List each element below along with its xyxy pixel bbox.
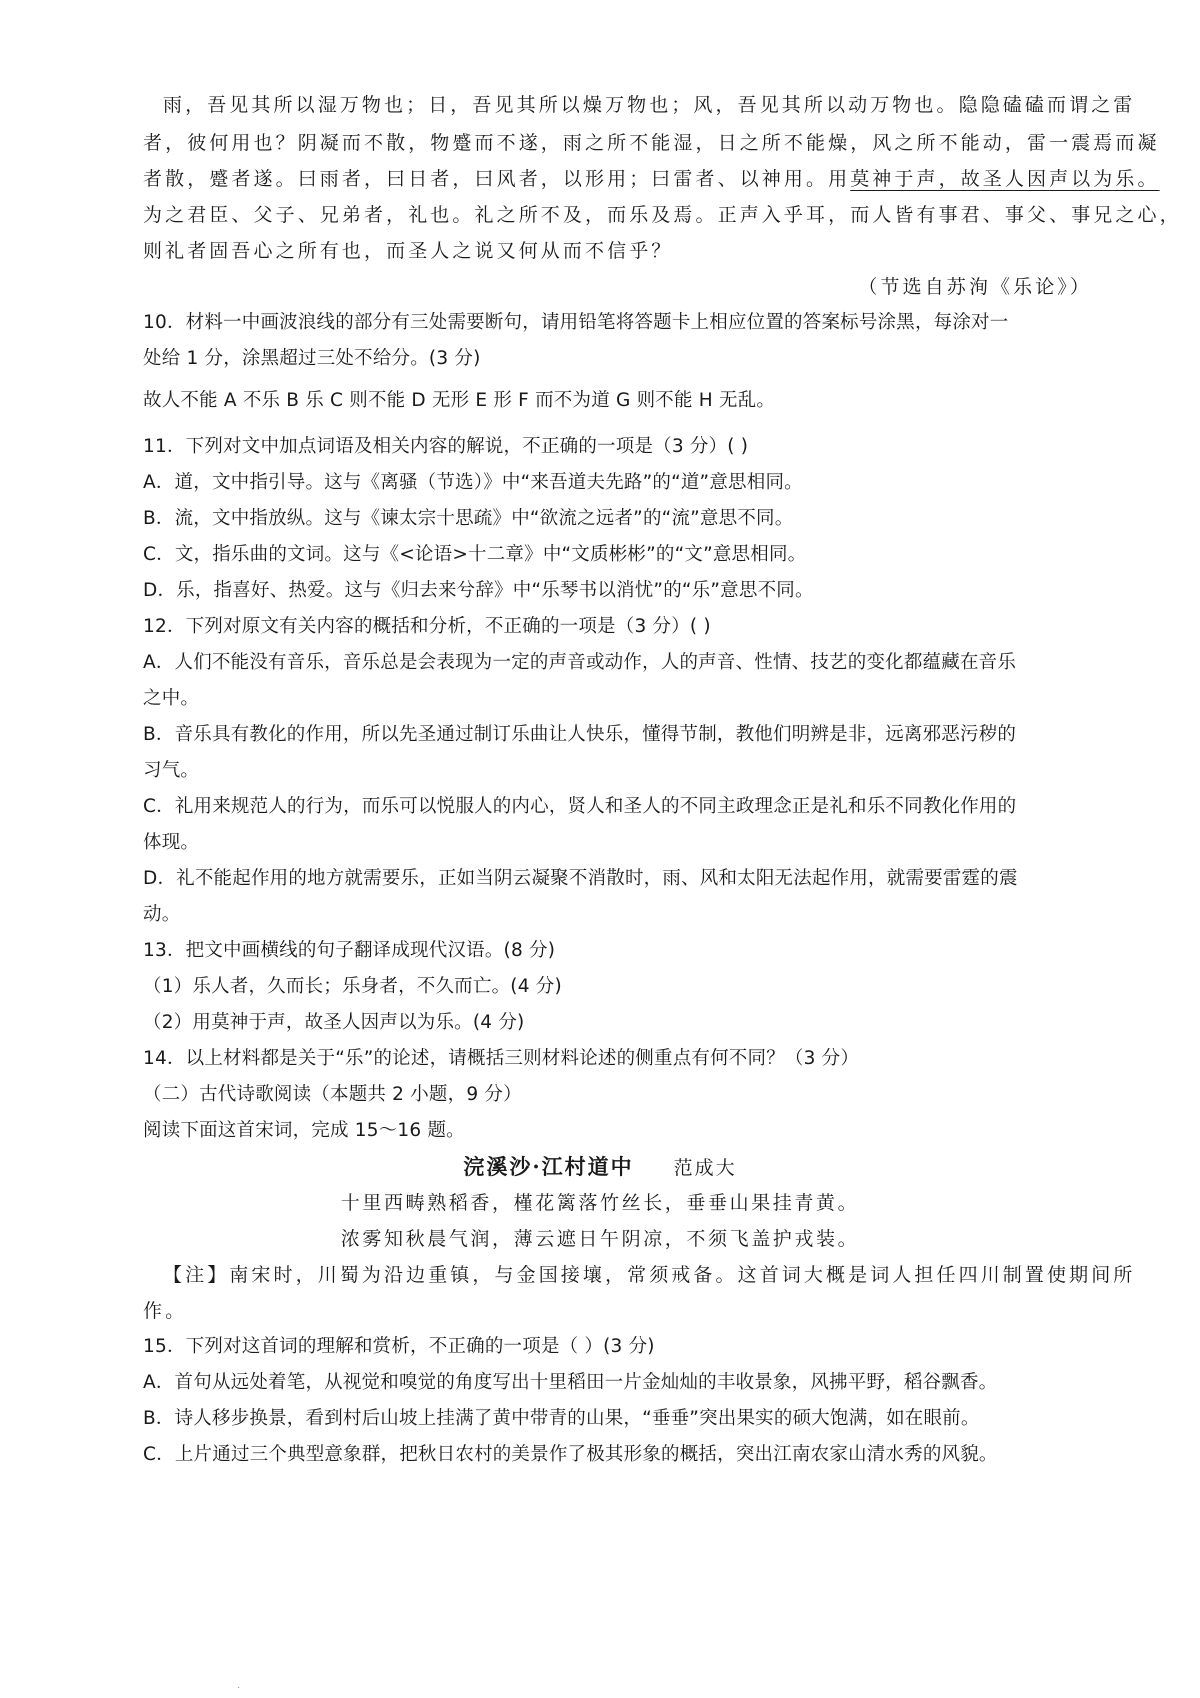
question-11-option-d: D．乐，指喜好、热爱。这与《归去来兮辞》中“乐琴书以消忧”的“乐”意思不同。 xyxy=(143,580,814,601)
question-15-option-a: A．首句从远处着笔，从视觉和嗅觉的角度写出十里稻田一片金灿灿的丰收景象，风拂平野，稻谷飘香。 xyxy=(143,1372,998,1393)
question-12-option-b: B．音乐具有教化的作用，所以先圣通过制订乐曲让人快乐，懂得节制，教他们明辨是非，远离邪恶污秽的 xyxy=(143,724,1017,745)
passage-source: （节选自苏洵《乐论》） xyxy=(858,276,1092,298)
question-10-options: 故人不能 A 不乐 B 乐 C 则不能 D 无形 E 形 F 而不为道 G 则不能 H 无乱。 xyxy=(143,390,776,411)
question-11-option-a: A．道，文中指引导。这与《离骚（节选）》中“来吾道夫先路”的“道”意思相同。 xyxy=(143,472,803,493)
passage-line xyxy=(143,166,1160,192)
question-12-option-d: 动。 xyxy=(143,904,181,925)
question-15-stem: 15．下列对这首词的理解和赏析，不正确的一项是（ ）(3 分) xyxy=(143,1336,655,1357)
question-11-option-b: B．流，文中指放纵。这与《谏太宗十思疏》中“欲流之远者”的“流”意思不同。 xyxy=(143,508,794,529)
passage-text: 者散，蹙者遂。曰雨者，曰日者，曰风者，以形用；曰雷者、以神用。用 xyxy=(143,168,851,190)
question-11-option-c: C．文，指乐曲的文词。这与《<论语>十二章》中“文质彬彬”的“文”意思相同。 xyxy=(143,544,807,565)
question-12-option-a: A．人们不能没有音乐，音乐总是会表现为一定的声音或动作，人的声音、性情、技艺的变化都蕴藏在音乐 xyxy=(143,652,1017,673)
poem-note: 【注】南宋时，川蜀为沿边重镇，与金国接壤，常须戒备。这首词大概是词人担任四川制置使期间所 xyxy=(163,1264,1136,1286)
question-13-stem: 13．把文中画横线的句子翻译成现代汉语。(8 分) xyxy=(143,940,556,961)
question-10-stem: 10．材料一中画波浪线的部分有三处需要断句，请用铅笔将答题卡上相应位置的答案标号涂黑，每涂对一 xyxy=(143,312,1009,333)
question-13-sub-1: （1）乐人者，久而长；乐身者，不久而亡。(4 分) xyxy=(143,976,562,997)
question-14-stem: 14．以上材料都是关于“乐”的论述，请概括三则材料论述的侧重点有何不同？（3 分） xyxy=(143,1048,860,1069)
passage-line: 雨，吾见其所以湿万物也；日，吾见其所以燥万物也；风，吾见其所以动万物也。隐隐磕磕而谓之雷 xyxy=(163,94,1136,116)
question-12-option-b: 习气。 xyxy=(143,760,200,781)
passage-line: 为之君臣、父子、兄弟者，礼也。礼之所不及，而乐及焉。正声入乎耳，而人皆有事君、事父、事兄之心， xyxy=(143,204,1182,226)
poem-title: 浣溪沙·江村道中 xyxy=(463,1154,634,1179)
section-heading: （二）古代诗歌阅读（本题共 2 小题，9 分） xyxy=(143,1084,522,1105)
footer-mark: · xyxy=(237,1683,241,1694)
passage-line: 者，彼何用也？阴凝而不散，物蹙而不遂，雨之所不能湿，日之所不能燥，风之所不能动，雷一震焉而凝 xyxy=(143,132,1160,154)
poem-note: 作。 xyxy=(143,1300,188,1322)
poem-author: 范成大 xyxy=(673,1157,737,1179)
question-12-stem: 12．下列对原文有关内容的概括和分析，不正确的一项是（3 分）( ) xyxy=(143,616,711,637)
question-12-option-a: 之中。 xyxy=(143,688,200,709)
poem-line: 十里西畴熟稻香，槿花篱落竹丝长，垂垂山果挂青黄。 xyxy=(340,1192,860,1214)
passage-line: 则礼者固吾心之所有也，而圣人之说又何从而不信乎？ xyxy=(143,240,674,262)
underlined-sentence: 莫神于声，故圣人因声以为乐。 xyxy=(850,168,1160,190)
question-10-stem: 处给 1 分，涂黑超过三处不给分。(3 分) xyxy=(143,348,481,369)
question-12-option-c: C．礼用来规范人的行为，而乐可以悦服人的内心，贤人和圣人的不同主政理念正是礼和乐不同教化作用的 xyxy=(143,796,1017,817)
question-15-option-c: C．上片通过三个典型意象群，把秋日农村的美景作了极其形象的概括，突出江南农家山清水秀的风貌。 xyxy=(143,1444,998,1465)
question-13-sub-2: （2）用莫神于声，故圣人因声以为乐。(4 分) xyxy=(143,1012,525,1033)
question-12-option-d: D．礼不能起作用的地方就需要乐，正如当阴云凝聚不消散时，雨、风和太阳无法起作用，就需要雷霆的震 xyxy=(143,868,1018,889)
question-11-stem: 11．下列对文中加点词语及相关内容的解说，不正确的一项是（3 分）( ) xyxy=(143,436,749,457)
question-12-option-c: 体现。 xyxy=(143,832,200,853)
question-15-option-b: B．诗人移步换景，看到村后山坡上挂满了黄中带青的山果，“垂垂”突出果实的硕大饱满，如在眼前。 xyxy=(143,1408,980,1429)
section-intro: 阅读下面这首宋词，完成 15～16 题。 xyxy=(143,1120,465,1141)
poem-line: 浓雾知秋晨气润，薄云遮日午阴凉，不须飞盖护戎装。 xyxy=(340,1228,860,1250)
poem-header xyxy=(0,1154,1200,1181)
